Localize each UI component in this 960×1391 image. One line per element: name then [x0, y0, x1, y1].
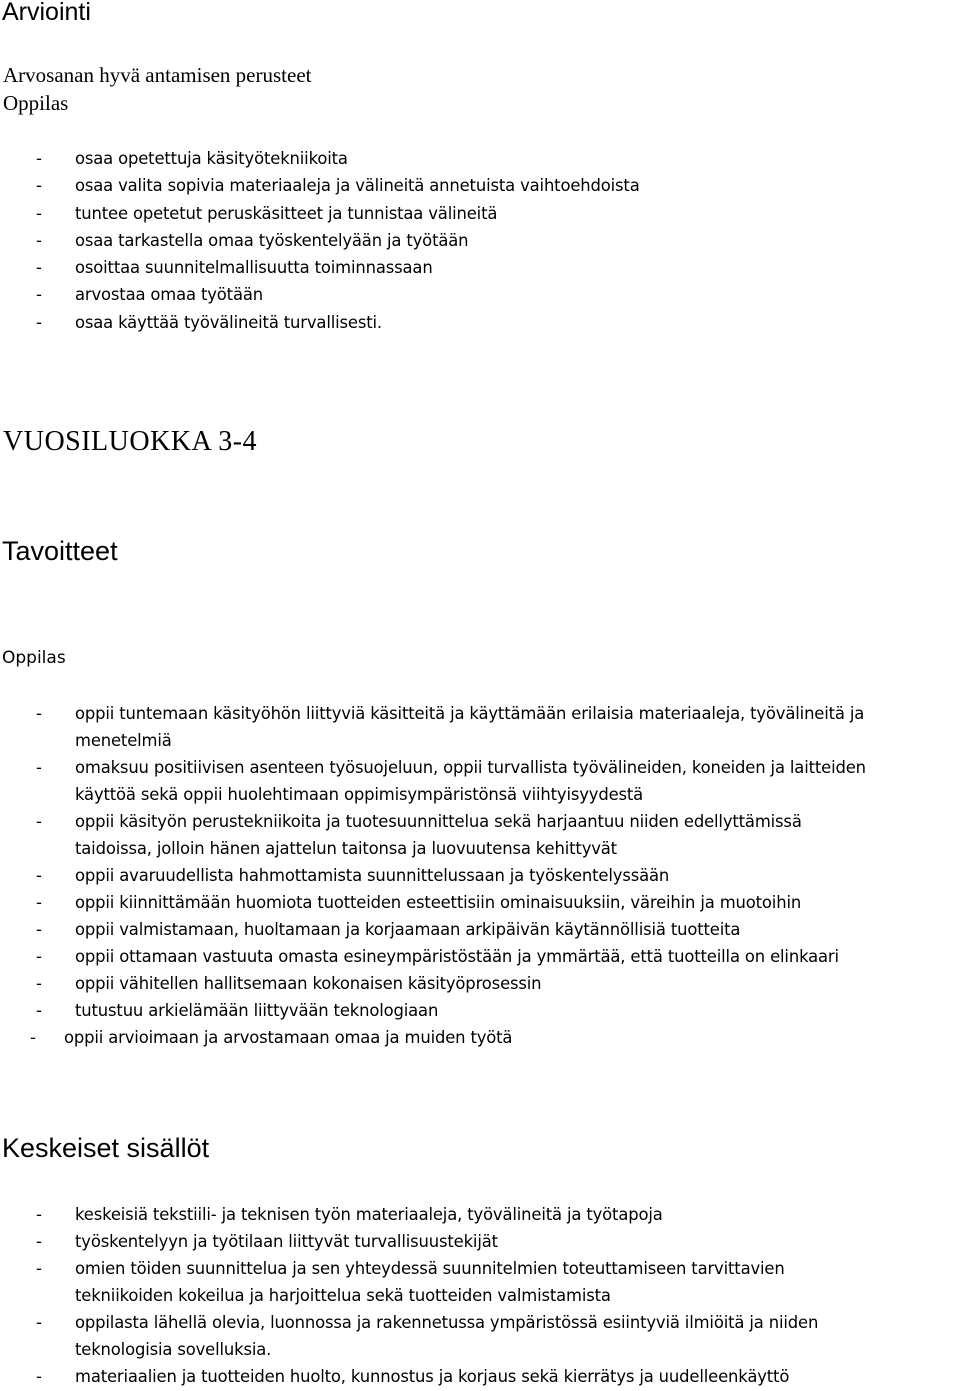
grade-section-title: VUOSILUOKKA 3-4 — [3, 426, 258, 457]
list-item: - oppii valmistamaan, huoltamaan ja korjaamaan arkipäivän käytännöllisiä tuotteita — [36, 920, 741, 939]
list-item: - oppii tuntemaan käsityöhön liittyviä käsitteitä ja käyttämään erilaisia materiaaleja, työvälineitä ja menetelmiä — [36, 704, 865, 750]
list-item: - tuntee opetetut peruskäsitteet ja tunnistaa välineitä — [36, 203, 498, 223]
goals-list — [0, 700, 960, 1051]
criteria-list — [0, 145, 960, 336]
list-item: - omien töiden suunnittelua ja sen yhteydessä suunnitelmien toteuttamiseen tarvittavien tekniikoiden kokeilua ja harjoittelua sekä tuotteiden valmistamista — [36, 1259, 785, 1305]
list-item: - oppii kiinnittämään huomiota tuotteiden esteettisiin ominaisuuksiin, väreihin ja muotoihin — [36, 893, 802, 912]
list-item: - oppii arvioimaan ja arvostamaan omaa ja muiden työtä — [30, 1028, 513, 1047]
list-item: - arvostaa omaa työtään — [36, 285, 263, 305]
list-item: - osaa opetettuja käsityötekniikoita — [36, 149, 348, 168]
list-item: - osaa valita sopivia materiaaleja ja välineitä annetuista vaihtoehdoista — [36, 176, 640, 196]
goals-subject: Oppilas — [2, 648, 66, 668]
list-item: - oppii käsityön perustekniikoita ja tuotesuunnittelua sekä harjaantuu niiden edellyttämissä taidoissa, jolloin hänen ajattelun taitonsa ja luovuutensa kehittyvät — [36, 812, 802, 858]
page-title: Arviointi — [2, 0, 91, 26]
list-item: - oppii ottamaan vastuuta omasta esineympäristöstään ja ymmärtää, että tuotteilla on elinkaari — [36, 947, 839, 966]
goals-heading: Tavoitteet — [2, 536, 118, 566]
list-item: - tutustuu arkielämään liittyvään teknologiaan — [36, 1001, 439, 1020]
list-item: - työskentelyyn ja työtilaan liittyvät turvallisuustekijät — [36, 1232, 498, 1251]
list-item: - osoittaa suunnitelmallisuutta toiminnassaan — [36, 258, 433, 278]
list-item: - osaa tarkastella omaa työskentelyään ja työtään — [36, 230, 469, 250]
list-item: - materiaalien ja tuotteiden huolto, kunnostus ja korjaus sekä kierrätys ja uudelleenkäyttö — [36, 1367, 790, 1386]
list-item: - osaa käyttää työvälineitä turvallisesti. — [36, 312, 382, 332]
list-item: - oppilasta lähellä olevia, luonnossa ja rakennetussa ympäristössä esiintyviä ilmiöitä ja niiden teknologisia sovelluksia. — [36, 1313, 819, 1359]
content-list — [0, 1201, 960, 1390]
list-item: - oppii avaruudellista hahmottamista suunnittelussaan ja työskentelyssään — [36, 866, 670, 885]
criteria-subject: Oppilas — [3, 91, 69, 115]
list-item: - omaksuu positiivisen asenteen työsuojeluun, oppii turvallista työvälineiden, koneiden ja laitteiden käyttöä sekä oppii huolehtimaan oppimisympäristönsä viihtyisyydestä — [36, 758, 866, 804]
criteria-heading: Arvosanan hyvä antamisen perusteet — [3, 63, 312, 87]
list-item: - keskeisiä tekstiili- ja teknisen työn materiaaleja, työvälineitä ja työtapoja — [36, 1205, 663, 1224]
list-item: - oppii vähitellen hallitsemaan kokonaisen käsityöprosessin — [36, 974, 542, 993]
content-heading: Keskeiset sisällöt — [2, 1133, 210, 1163]
